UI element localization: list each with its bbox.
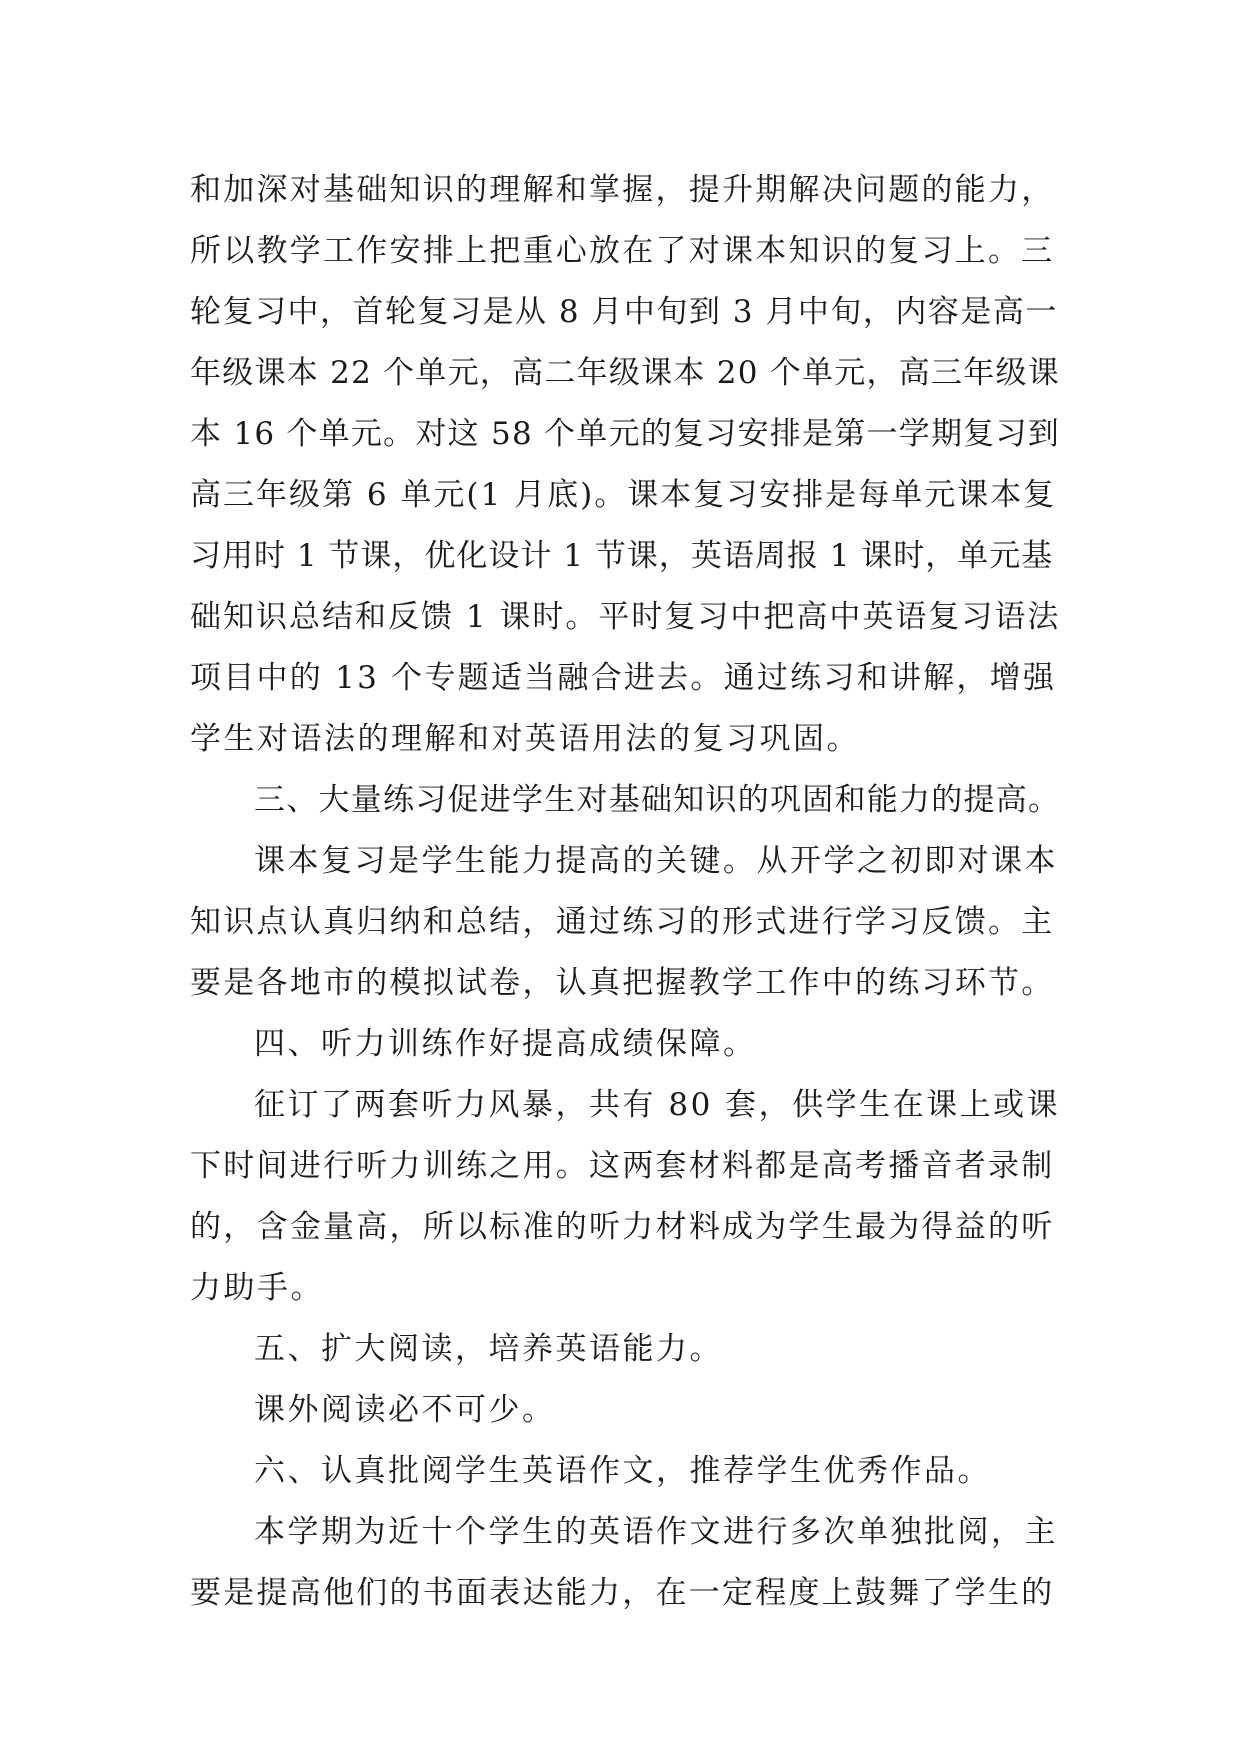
text-line: 六、认真批阅学生英语作文，推荐学生优秀作品。 (254, 1453, 991, 1489)
text-line: 和加深对基础知识的理解和掌握，提升期解决问题的能力， (190, 172, 1055, 208)
text-line: 的，含金量高，所以标准的听力材料成为学生最为得益的听 (190, 1209, 1055, 1245)
text-line: 学生对语法的理解和对英语用法的复习巩固。 (190, 721, 860, 757)
text-line: 课本复习是学生能力提高的关键。从开学之初即对课本 (254, 843, 1058, 879)
text-line: 高三年级第 6 单元(1 月底)。课本复习安排是每单元课本复 (190, 477, 1057, 513)
text-line: 轮复习中，首轮复习是从 8 月中旬到 3 月中旬，内容是高一 (190, 294, 1058, 330)
text-line: 要是提高他们的书面表达能力，在一定程度上鼓舞了学生的 (190, 1575, 1055, 1611)
text-line: 础知识总结和反馈 1 课时。平时复习中把高中英语复习语法 (190, 599, 1061, 635)
text-line: 年级课本 22 个单元，高二年级课本 20 个单元，高三年级课 (190, 355, 1061, 391)
text-line: 三、大量练习促进学生对基础知识的巩固和能力的提高。 (254, 782, 1061, 818)
document-body (190, 160, 1061, 1624)
text-line: 要是各地市的模拟试卷，认真把握教学工作中的练习环节。 (190, 965, 1055, 1001)
text-line: 知识点认真归纳和总结，通过练习的形式进行学习反馈。主 (190, 904, 1055, 940)
text-line: 所以教学工作安排上把重心放在了对课本知识的复习上。三 (190, 233, 1055, 269)
text-line: 课外阅读必不可少。 (254, 1392, 556, 1428)
text-line: 下时间进行听力训练之用。这两套材料都是高考播音者录制 (190, 1148, 1055, 1184)
text-line: 习用时 1 节课，优化设计 1 节课，英语周报 1 课时，单元基 (190, 538, 1054, 574)
text-line: 五、扩大阅读，培养英语能力。 (254, 1331, 723, 1367)
text-line: 征订了两套听力风暴，共有 80 套，供学生在课上或课 (254, 1087, 1061, 1123)
text-line: 力助手。 (190, 1270, 324, 1306)
text-line: 本学期为近十个学生的英语作文进行多次单独批阅，主 (254, 1514, 1058, 1550)
text-line: 项目中的 13 个专题适当融合进去。通过练习和讲解，增强 (190, 660, 1057, 696)
text-line: 四、听力训练作好提高成绩保障。 (254, 1026, 757, 1062)
text-line: 本 16 个单元。对这 58 个单元的复习安排是第一学期复习到 (190, 416, 1061, 452)
